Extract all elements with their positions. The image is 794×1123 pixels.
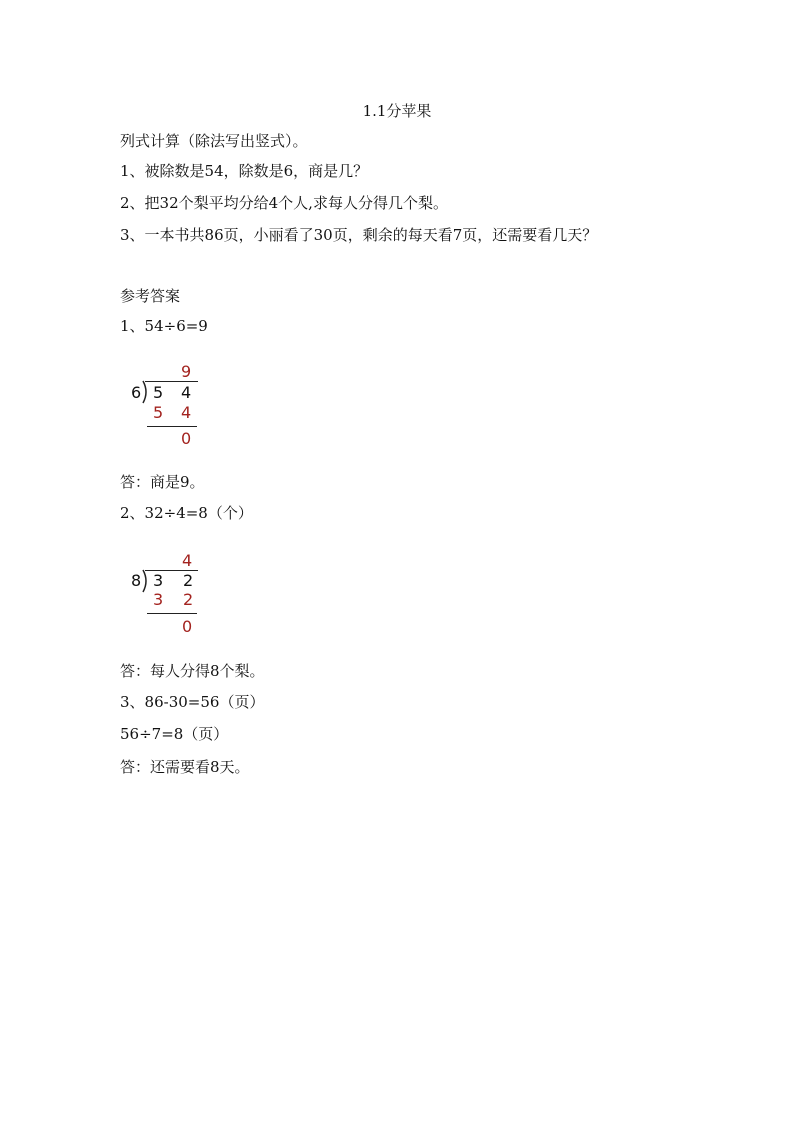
question-2: 2、把32个梨平均分给4个人,求每人分得几个梨。 — [120, 194, 448, 212]
quotient-digit: 4 — [182, 551, 193, 570]
dividend-digit: 2 — [183, 571, 194, 590]
subtraction-line — [147, 426, 197, 427]
page-title: 1.1分苹果 — [362, 102, 432, 120]
divisor: 8 — [131, 571, 142, 590]
product-digit: 3 — [153, 590, 164, 609]
dividend-digit: 3 — [153, 571, 164, 590]
quotient-digit: 9 — [181, 362, 192, 381]
dividend-digit: 5 — [153, 383, 164, 402]
answer-2-equation: 2、32÷4=8（个） — [120, 504, 253, 522]
remainder-digit: 0 — [181, 429, 192, 448]
division-bar — [145, 381, 198, 382]
answer-1-equation: 1、54÷6=9 — [120, 317, 208, 335]
subtraction-line — [147, 613, 197, 614]
answer-1-result: 答：商是9。 — [120, 473, 205, 491]
divisor: 6 — [131, 383, 142, 402]
answer-3-equation-1: 3、86-30=56（页） — [120, 693, 265, 711]
long-division-1 — [120, 360, 220, 450]
product-digit: 5 — [153, 403, 164, 422]
product-digit: 4 — [181, 403, 192, 422]
product-digit: 2 — [183, 590, 194, 609]
answer-3-equation-2: 56÷7=8（页） — [120, 725, 229, 743]
long-division-2 — [120, 549, 220, 639]
dividend-digit: 4 — [181, 383, 192, 402]
remainder-digit: 0 — [182, 617, 193, 636]
answer-3-result: 答：还需要看8天。 — [120, 758, 250, 776]
instruction: 列式计算（除法写出竖式）。 — [120, 132, 308, 150]
answer-2-result: 答：每人分得8个梨。 — [120, 662, 265, 680]
division-bracket — [140, 569, 150, 593]
question-3: 3、一本书共86页，小丽看了30页，剩余的每天看7页，还需要看几天？ — [120, 226, 598, 244]
division-bracket — [140, 380, 150, 404]
question-1: 1、被除数是54，除数是6，商是几？ — [120, 162, 369, 180]
answer-heading: 参考答案 — [120, 287, 181, 305]
